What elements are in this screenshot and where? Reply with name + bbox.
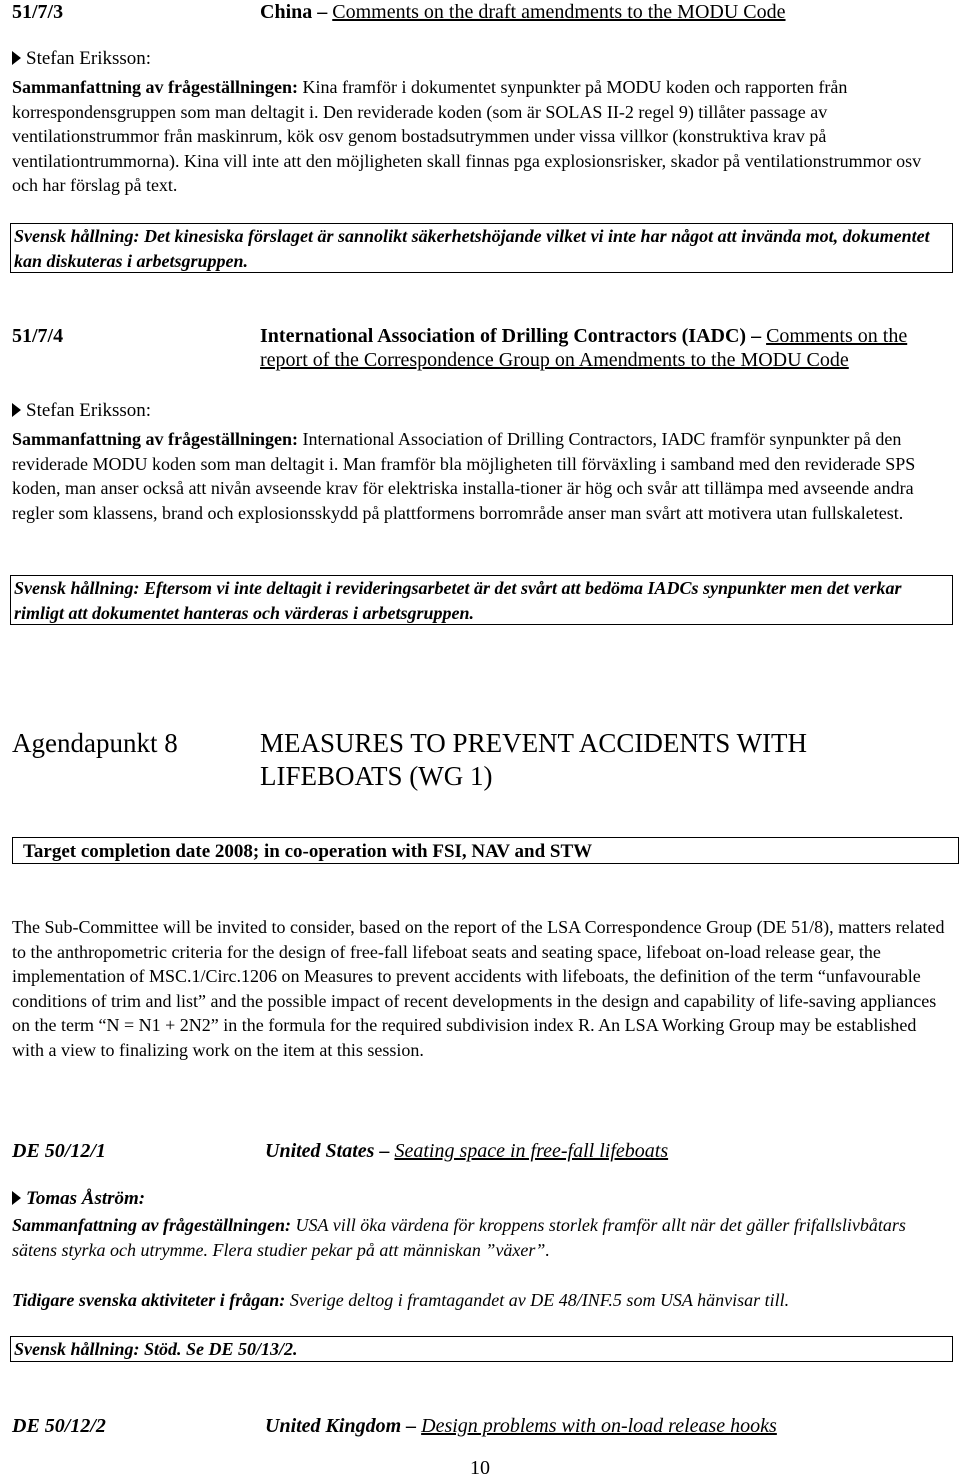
position-box [10, 223, 953, 273]
summary-paragraph [12, 427, 947, 525]
dash: – [379, 1140, 390, 1162]
doc-title-de-50-12-2 [265, 1414, 955, 1439]
doc-title-link[interactable]: Seating space in free-fall lifeboats [394, 1140, 669, 1162]
triangle-right-icon [12, 403, 21, 417]
position-text: Svensk hållning: Det kinesiska förslaget är sannolikt säkerhetshöjande vilket vi inte har något att invända mot, dokumentet kan diskuteras i arbetsgruppen. [14, 226, 930, 271]
triangle-right-icon [12, 1191, 21, 1205]
summary-label: Sammanfattning av frågeställningen: [12, 77, 299, 97]
submitter: United States [265, 1140, 375, 1162]
agenda-label: Agendapunkt 8 [12, 728, 178, 758]
summary-paragraph [12, 75, 947, 198]
page-number: 10 [470, 1457, 490, 1479]
position-box [10, 575, 953, 625]
previous-label: Tidigare svenska aktiviteter i frågan: [12, 1290, 286, 1310]
doc-ref-de-50-12-2: DE 50/12/2 [12, 1415, 106, 1437]
doc-ref-51-7-3: 51/7/3 [12, 1, 64, 23]
speaker-name: Stefan Eriksson: [26, 48, 152, 69]
summary-label: Sammanfattning av frågeställningen: [12, 1215, 292, 1235]
submitter: International Association of Drilling Contractors (IADC) [260, 325, 747, 347]
speaker-line [12, 399, 151, 424]
doc-ref-de-50-12-1: DE 50/12/1 [12, 1140, 106, 1162]
speaker-line [12, 47, 151, 72]
target-box [12, 837, 959, 864]
triangle-right-icon [12, 51, 21, 65]
doc-title-51-7-3 [260, 0, 950, 24]
doc-title-link[interactable]: Comments on the report of the Correspondence Group on Amendments to the MODU Code [260, 325, 908, 371]
doc-title-link[interactable]: Design problems with on-load release hooks [421, 1415, 777, 1437]
dash: – [317, 1, 328, 23]
doc-title-51-7-4 [260, 324, 950, 372]
dash: – [406, 1415, 417, 1437]
summary-text: USA vill öka värdena för kroppens storlek framför allt när det gäller frifallslivbåtars sätens styrka och utrymme. Flera studier pekar på att människan ”växer”. [12, 1215, 906, 1260]
summary-label: Sammanfattning av frågeställningen: [12, 429, 299, 449]
target-text: Target completion date 2008; in co-operation with FSI, NAV and STW [23, 841, 593, 862]
doc-title-link[interactable]: Comments on the draft amendments to the MODU Code [332, 1, 786, 23]
submitter: United Kingdom [265, 1415, 402, 1437]
speaker-name: Stefan Eriksson: [26, 400, 152, 421]
previous-text: Sverige deltog i framtagandet av DE 48/INF.5 som USA hänvisar till. [285, 1290, 790, 1310]
position-box [10, 1336, 953, 1362]
speaker-line [12, 1187, 145, 1212]
agenda-intro: The Sub-Committee will be invited to consider, based on the report of the LSA Correspondence Group (DE 51/8), matters related to the anthropometric criteria for the design of free-fall lifeboat seats and seating space, lifeboat on-load release gear, the implementation of MSC.1/Circ.1206 on Measures to prevent accidents with lifeboats, the definition of the term “unfavourable conditions of trim and list” and the possible impact of recent developments in the design and capability of life-saving appliances on the term “N = N1 + 2N2” in the formula for the required subdivision index R. An LSA Working Group may be established with a view to finalizing work on the item at this session. [12, 917, 945, 1060]
position-text: Svensk hållning: Stöd. Se DE 50/13/2. [14, 1339, 298, 1359]
speaker-name: Tomas Åström: [26, 1188, 146, 1209]
position-text: Svensk hållning: Eftersom vi inte deltagit i revideringsarbetet är det svårt att bedöma IADCs synpunkter men det verkar rimligt att dokumentet hanteras och värderas i arbetsgruppen. [14, 578, 902, 623]
submitter: China [260, 1, 313, 23]
summary-text: International Association of Drilling Contractors, IADC framför synpunkter på den reviderade MODU koden som man deltagit i. Man framför bla möjligheten till förväxling i samband med den reviderade SPS koden, man anser också att nivån avseende krav för elektriska installa-tioner är hög och svår att tillämpa med avseende andra regler som klassens, brand och explosionsskydd på plattformens borrområde anser man svårt att motivera utan fullskaletest. [12, 429, 916, 523]
summary-paragraph [12, 1213, 947, 1262]
previous-activities [12, 1288, 947, 1313]
doc-ref-51-7-4: 51/7/4 [12, 325, 64, 347]
summary-text: Kina framför i dokumentet synpunkter på MODU koden och rapporten från korrespondensgruppen som man deltagit i. Den reviderade koden (som är SOLAS II-2 regel 9) tillåter passage av ventilationstrummor från maskinrum, kök osv genom bostadsutrymmen under vissa villkor (konstruktiva krav på ventilationtrummorna). Kina vill inte att den möjligheten skall finnas pga explosionsrisker, skador på ventilationstrummor osv och har förslag på text. [12, 77, 922, 195]
agenda-title: MEASURES TO PREVENT ACCIDENTS WITH LIFEBOATS (WG 1) [260, 728, 808, 791]
doc-title-de-50-12-1 [265, 1139, 955, 1164]
dash: – [751, 325, 762, 347]
